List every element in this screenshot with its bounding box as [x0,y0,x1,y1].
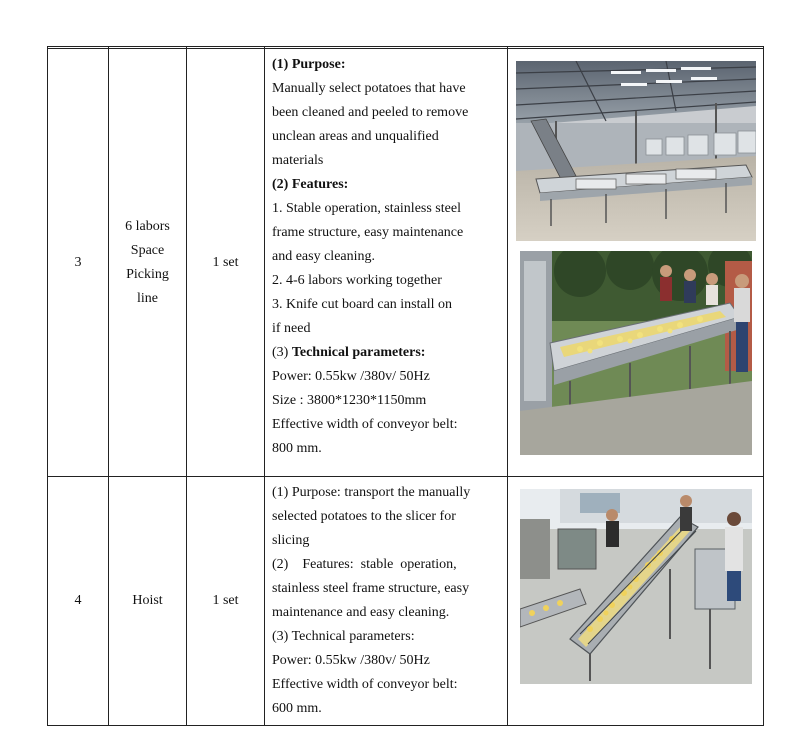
item-name-line: line [137,290,158,306]
desc-line: maintenance and easy cleaning. [272,605,450,620]
purpose-line: materials [272,153,324,168]
item-name-line: Hoist [132,593,163,608]
item-description [265,49,508,477]
purpose-line: Manually select potatoes that have [272,81,466,96]
tech-heading-line [272,341,501,365]
item-name [109,49,187,477]
desc-line: (1) Purpose: transport the manually [272,485,471,500]
features-line: 1. Stable operation, stainless steel [272,201,461,216]
equipment-spec-table [47,46,764,726]
purpose-line: unclean areas and unqualified [272,129,439,144]
item-name-line: Space [130,242,165,258]
features-line: if need [272,321,311,336]
desc-line: slicing [272,533,310,548]
tech-heading: Technical parameters: [291,345,426,360]
desc-line: stainless steel frame structure, easy [272,581,470,596]
tech-line: Effective width of conveyor belt: [272,417,458,432]
tech-line: Power: 0.55kw /380v/ 50Hz [272,369,430,384]
desc-line: (2) Features: stable operation, [272,557,457,572]
features-line: frame structure, easy maintenance [272,225,464,240]
item-quantity: 1 set [187,477,265,726]
item-name-line: 6 labors [125,218,170,234]
features-line: and easy cleaning. [272,249,376,264]
item-description [265,477,508,726]
desc-line: selected potatoes to the slicer for [272,509,456,524]
desc-line: (3) Technical parameters: [272,629,415,644]
item-number: 4 [48,477,109,726]
item-photos [508,49,764,477]
table-row [48,477,764,726]
tech-line: 800 mm. [272,441,322,456]
purpose-heading: (1) Purpose: [272,57,346,72]
item-photos [508,477,764,726]
item-number: 3 [48,49,109,477]
features-line: 3. Knife cut board can install on [272,297,453,312]
purpose-line: been cleaned and peeled to remove [272,105,469,120]
item-name [109,477,187,726]
outdoor-picking-line-photo [520,251,752,455]
hoist-conveyor-photo [520,489,752,684]
desc-line: Power: 0.55kw /380v/ 50Hz [272,653,430,668]
features-heading: (2) Features: [272,177,349,192]
item-quantity: 1 set [187,49,265,477]
item-name-line: Picking [126,266,169,282]
desc-line: Effective width of conveyor belt: [272,677,458,692]
features-line: 2. 4-6 labors working together [272,273,442,288]
tech-prefix: (3) [272,345,292,360]
desc-line: 600 mm. [272,701,322,716]
factory-picking-line-photo [516,61,756,241]
tech-line: Size : 3800*1230*1150mm [272,393,427,408]
table-row [48,49,764,477]
